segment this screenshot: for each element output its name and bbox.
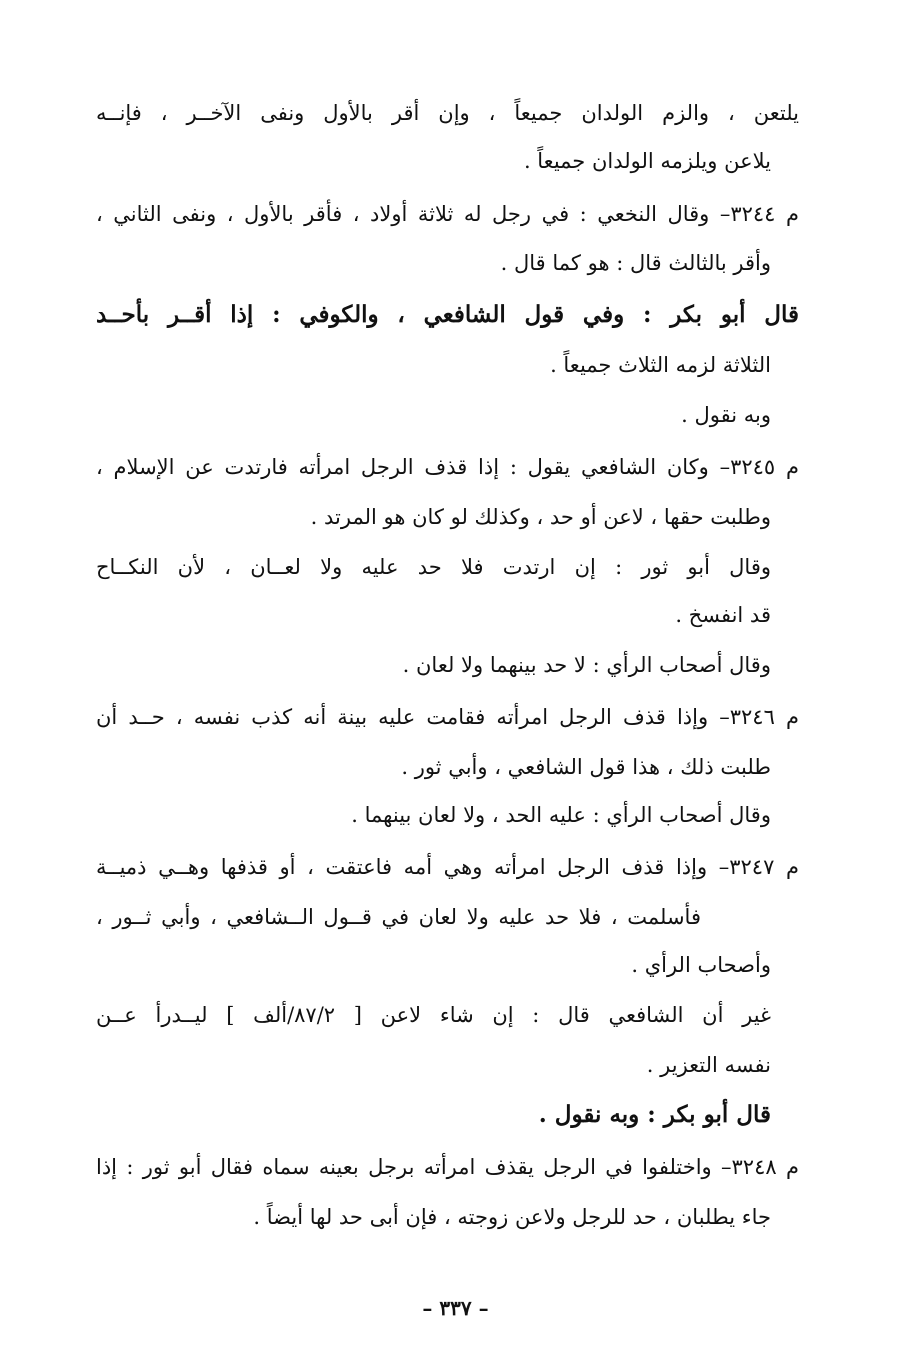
- text-line: وأقر بالثالث قال : هو كما قال .: [500, 251, 771, 275]
- text-line: غير أن الشافعي قال : إن شاء لاعن [ ٨٧/٢/ألف ] ليــدرأ عــن: [96, 1003, 772, 1027]
- entry-3245-line: م ٣٢٤٥– وكان الشافعي يقول : إذا قذف الرجل امرأته فارتدت عن الإسلام ،: [96, 455, 799, 479]
- text-line: وأصحاب الرأي .: [631, 953, 771, 977]
- text-line: وقال أصحاب الرأي : عليه الحد ، ولا لعان بينهما .: [351, 803, 771, 827]
- text-line: جاء يطلبان ، حد للرجل ولاعن زوجته ، فإن أبى حد لها أيضاً .: [253, 1205, 771, 1229]
- text-line: نفسه التعزير .: [646, 1053, 771, 1077]
- entry-3247-line: م ٣٢٤٧– وإذا قذف الرجل امرأته وهي أمه فاعتقت ، أو قذفها وهــي ذميــة: [96, 855, 799, 879]
- text-line: وقال أصحاب الرأي : لا حد بينهما ولا لعان .: [402, 653, 771, 677]
- text-line: وبه نقول .: [681, 403, 771, 427]
- abu-bakr-heading-line: قال أبو بكر : وبه نقول .: [538, 1101, 771, 1128]
- text-line: يلتعن ، والزم الولدان جميعاً ، وإن أقر بالأول ونفى الآخــر ، فإنــه: [96, 101, 799, 125]
- text-line: يلاعن ويلزمه الولدان جميعاً .: [523, 149, 771, 173]
- text-line: قد انفسخ .: [675, 603, 771, 627]
- entry-3244-line: م ٣٢٤٤– وقال النخعي : في رجل له ثلاثة أولاد ، فأقر بالأول ، ونفى الثاني ،: [96, 202, 799, 226]
- text-line: وطلبت حقها ، لاعن أو حد ، وكذلك لو كان هو المرتد .: [310, 505, 771, 529]
- text-line: طلبت ذلك ، هذا قول الشافعي ، وأبي ثور .: [401, 755, 771, 779]
- page-number: – ٣٣٧ –: [422, 1296, 489, 1320]
- abu-bakr-heading-line: قال أبو بكر : وفي قول الشافعي ، والكوفي : إذا أقــر بأحــد: [96, 301, 799, 328]
- entry-3246-line: م ٣٢٤٦– وإذا قذف الرجل امرأته فقامت عليه بينة أنه كذب نفسه ، حــد أن: [96, 705, 799, 729]
- text-line: الثلاثة لزمه الثلاث جميعاً .: [550, 353, 771, 377]
- text-line: فأسلمت ، فلا حد عليه ولا لعان في قــول الــشافعي ، وأبي ثــور ،: [96, 905, 701, 929]
- entry-3248-line: م ٣٢٤٨– واختلفوا في الرجل يقذف امرأته برجل بعينه سماه فقال أبو ثور : إذا: [96, 1155, 799, 1179]
- text-line: وقال أبو ثور : إن ارتدت فلا حد عليه ولا لعــان ، لأن النكــاح: [96, 555, 771, 579]
